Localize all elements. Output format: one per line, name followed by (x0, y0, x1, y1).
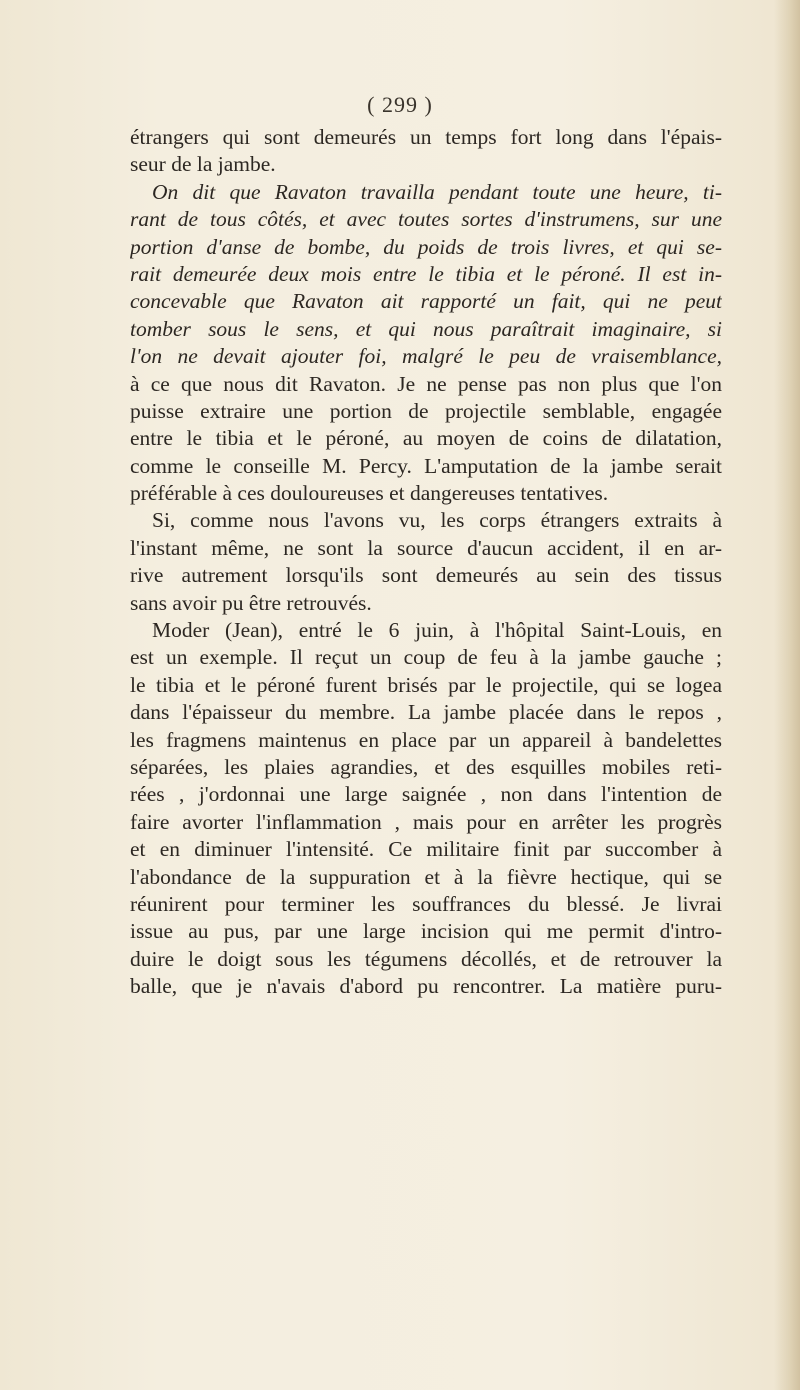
text-line: puisse extraire une portion de projectile semblable, engagée (130, 398, 722, 423)
text-line: faire avorter l'inflammation , mais pour en arrêter les progrès (130, 809, 722, 834)
text-line: Si, comme nous l'avons vu, les corps étrangers extraits à (152, 508, 722, 533)
text-line: étrangers qui sont demeurés un temps fort long dans l'épais- (130, 125, 722, 149)
text-line: tomber sous le sens, et qui nous paraîtrait imaginaire, si (130, 316, 722, 341)
text-line: Moder (Jean), entré le 6 juin, à l'hôpital Saint-Louis, en (152, 618, 722, 643)
text-line: à ce que nous dit Ravaton. Je ne pense pas non plus que l'on (130, 371, 722, 396)
text-line: l'abondance de la suppuration et à la fièvre hectique, qui se (130, 864, 722, 889)
text-line: duire le doigt sous les tégumens décollés, et de retrouver la (130, 946, 722, 971)
text-line: rant de tous côtés, et avec toutes sortes d'instrumens, sur une (130, 207, 722, 232)
text-line: préférable à ces douloureuses et dangereuses tentatives. (130, 481, 609, 506)
body-text (130, 124, 722, 1001)
text-line: balle, que je n'avais d'abord pu rencontrer. La matière puru- (130, 974, 722, 999)
text-line: comme le conseille M. Percy. L'amputation de la jambe serait (130, 453, 722, 478)
text-line: dans l'épaisseur du membre. La jambe placée dans le repos , (130, 700, 722, 725)
text-line: l'instant même, ne sont la source d'aucun accident, il en ar- (130, 535, 722, 560)
text-line: rait demeurée deux mois entre le tibia et le péroné. Il est in- (130, 261, 722, 286)
text-line: l'on ne devait ajouter foi, malgré le peu de vraisemblance, (130, 344, 722, 369)
text-line: et en diminuer l'intensité. Ce militaire finit par succomber à (130, 837, 722, 862)
text-line: réunirent pour terminer les souffrances du blessé. Je livrai (130, 891, 722, 916)
page-edge (774, 0, 800, 1390)
text-line: issue au pus, par une large incision qui me permit d'intro- (130, 919, 722, 944)
text-line: sans avoir pu être retrouvés. (130, 590, 372, 615)
text-line: portion d'anse de bombe, du poids de trois livres, et qui se- (130, 234, 722, 259)
text-line: entre le tibia et le péroné, au moyen de coins de dilatation, (130, 426, 722, 451)
text-line: rées , j'ordonnai une large saignée , non dans l'intention de (130, 782, 722, 807)
text-line: le tibia et le péroné furent brisés par le projectile, qui se logea (130, 672, 722, 697)
text-line: les fragmens maintenus en place par un appareil à bandelettes (130, 727, 722, 752)
text-line: séparées, les plaies agrandies, et des esquilles mobiles reti- (130, 754, 722, 779)
text-line: On dit que Ravaton travailla pendant toute une heure, ti- (152, 179, 722, 204)
page-number: ( 299 ) (367, 92, 433, 117)
text-line: est un exemple. Il reçut un coup de feu à la jambe gauche ; (130, 645, 722, 670)
text-line: seur de la jambe. (130, 152, 276, 177)
text-line: rive autrement lorsqu'ils sont demeurés au sein des tissus (130, 563, 722, 588)
text-line: concevable que Ravaton ait rapporté un fait, qui ne peut (130, 289, 722, 314)
